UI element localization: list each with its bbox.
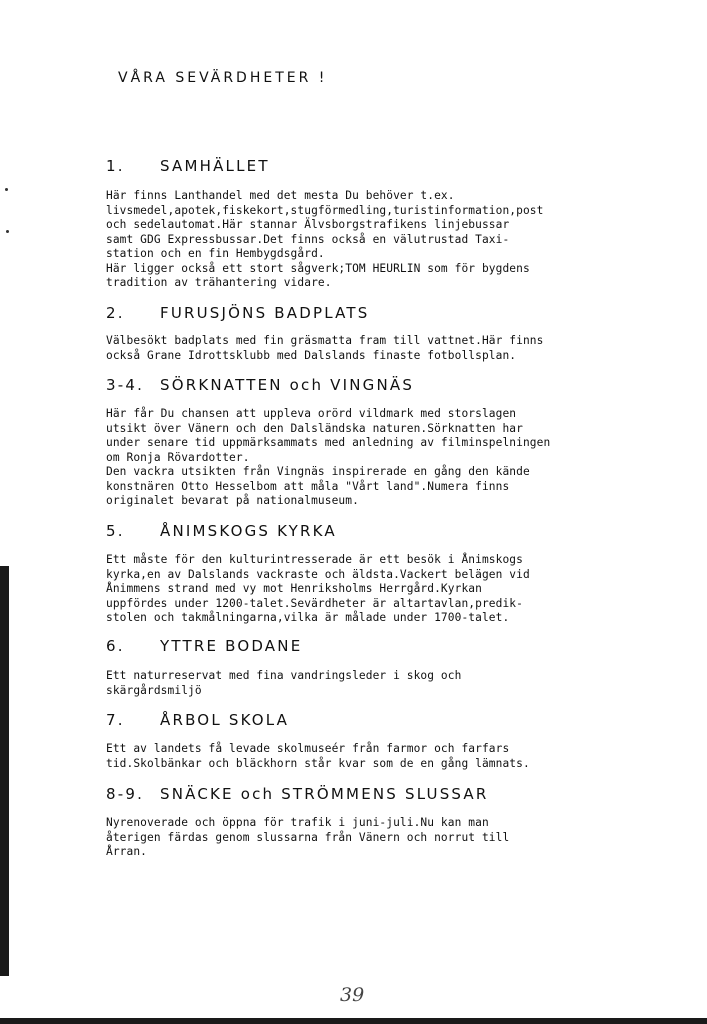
section-heading — [106, 711, 289, 729]
text-line: samt GDG Expressbussar.Det finns också en välutrustad Taxi- — [106, 232, 510, 246]
text-line: station och en fin Hembygdsgård. — [106, 247, 325, 260]
section-number: 3-4. — [106, 376, 145, 394]
section-number: 7. — [106, 711, 125, 729]
section-heading — [106, 637, 302, 655]
text-line: under senare tid uppmärksammats med anledning av filminspelningen — [106, 436, 551, 449]
scan-bottom-edge — [0, 1018, 707, 1024]
text-line: Nyrenoverade och öppna för trafik i juni-juli.Nu kan man — [106, 816, 489, 829]
text-line: tradition av trähantering vidare. — [106, 276, 332, 289]
text-line: Välbesökt badplats med fin gräsmatta fram till vattnet.Här finns — [106, 334, 544, 347]
text-line: Årran. — [106, 845, 148, 858]
section-number: 2. — [106, 304, 125, 322]
section-number: 8-9. — [106, 785, 145, 803]
text-line: Ett måste för den kulturintresserade är ett besök i Ånimskogs — [106, 553, 523, 566]
text-line: Ånimmens strand med vy mot Henriksholms Herrgård.Kyrkan — [106, 582, 482, 595]
text-line: och sedelautomat.Här stannar Älvsborgstrafikens linjebussar — [106, 218, 510, 231]
section-title: FURUSJÖNS BADPLATS — [160, 304, 370, 322]
scan-speck — [6, 230, 9, 233]
section-heading — [106, 522, 337, 540]
text-line: kyrka,en av Dalslands vackraste och äldsta.Vackert belägen vid — [106, 567, 530, 581]
text-line: Den vackra utsikten från Vingnäs inspirerade en gång den kände — [106, 465, 530, 478]
section-number: 6. — [106, 637, 125, 655]
section-text — [106, 189, 686, 291]
text-line: också Grane Idrottsklubb med Dalslands finaste fotbollsplan. — [106, 348, 517, 362]
section-heading — [106, 785, 489, 803]
section-text — [106, 669, 686, 698]
section-heading — [106, 304, 370, 322]
section-title: SAMHÄLLET — [160, 157, 270, 175]
page-title: VÅRA SEVÄRDHETER ! — [118, 70, 328, 86]
section-title: ÅRBOL SKOLA — [160, 711, 290, 729]
text-line: livsmedel,apotek,fiskekort,stugförmedling,turistinformation,post — [106, 203, 544, 217]
section-text — [106, 334, 686, 363]
text-line: konstnären Otto Hesselbom att måla "Vårt land".Numera finns — [106, 479, 510, 493]
section-number: 5. — [106, 522, 125, 540]
scan-edge-bar — [0, 566, 9, 976]
section-title: SNÄCKE och STRÖMMENS SLUSSAR — [160, 785, 489, 803]
text-line: Här ligger också ett stort sågverk;TOM HEURLIN som för bygdens — [106, 261, 530, 275]
text-line: utsikt över Vänern och den Dalsländska naturen.Sörknatten har — [106, 421, 523, 435]
section-text — [106, 816, 686, 860]
section-heading — [106, 157, 270, 175]
page-number: 39 — [340, 984, 365, 1006]
section-title: ÅNIMSKOGS KYRKA — [160, 522, 337, 540]
text-line: tid.Skolbänkar och bläckhorn står kvar som de en gång lämnats. — [106, 756, 530, 770]
text-line: återigen färdas genom slussarna från Vänern och norrut till — [106, 830, 510, 844]
text-line: om Ronja Rövardotter. — [106, 450, 250, 464]
section-number: 1. — [106, 157, 125, 175]
section-text — [106, 742, 686, 771]
text-line: skärgårdsmiljö — [106, 683, 202, 697]
text-line: Här finns Lanthandel med det mesta Du behöver t.ex. — [106, 189, 455, 202]
text-line: stolen och takmålningarna,vilka är målade under 1700-talet. — [106, 611, 510, 624]
text-line: originalet bevarat på nationalmuseum. — [106, 494, 359, 507]
section-text — [106, 407, 686, 509]
section-text — [106, 553, 686, 626]
text-line: Ett naturreservat med fina vandringsleder i skog och — [106, 669, 462, 682]
section-heading — [106, 376, 414, 394]
text-line: Ett av landets få levade skolmuseér från farmor och farfars — [106, 742, 510, 755]
text-line: Här får Du chansen att uppleva orörd vildmark med storslagen — [106, 407, 517, 420]
section-title: YTTRE BODANE — [160, 637, 303, 655]
text-line: uppfördes under 1200-talet.Sevärdheter är altartavlan,predik- — [106, 596, 523, 610]
scan-speck — [5, 188, 8, 191]
section-title: SÖRKNATTEN och VINGNÄS — [160, 376, 415, 394]
